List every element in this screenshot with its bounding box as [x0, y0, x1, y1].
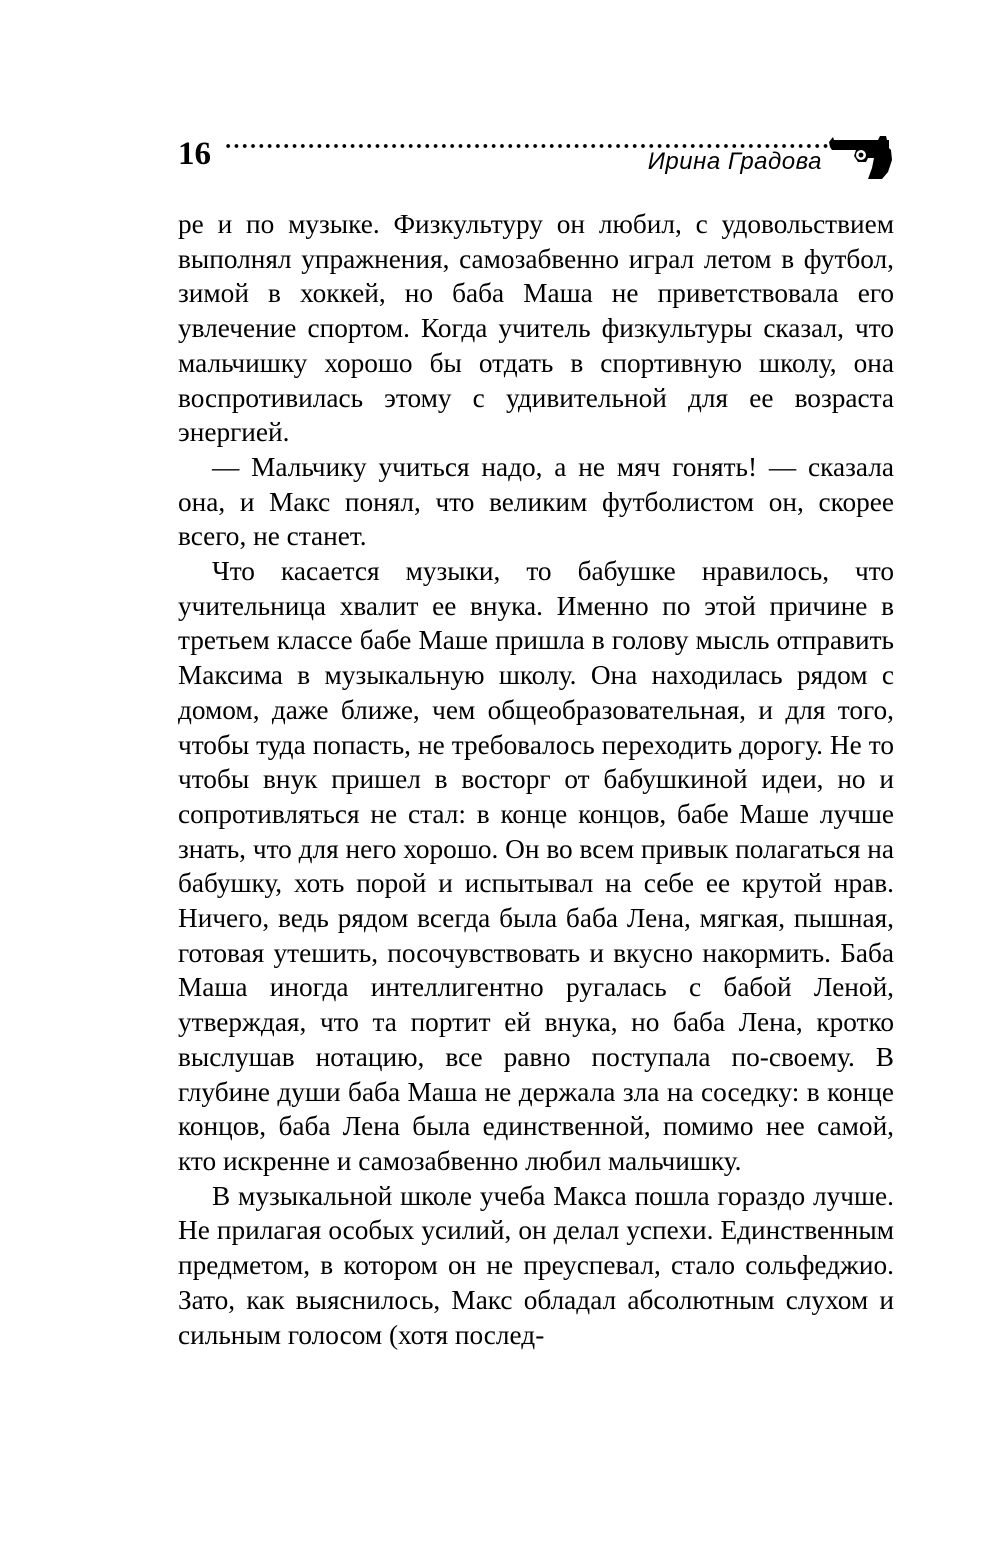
paragraph-1: ре и по музыке. Физкультуру он любил, с удовольствием выполнял упражнения, самозабвенно играл летом в футбол, зимой в хоккей, но баба Маша не приветствовала его увлечение спортом. Когда учитель физкультуры сказал, что мальчишку хорошо бы отдать в спортивную школу, она воспротивилась этому с удивительной для ее возраста энергией. — [178, 209, 894, 448]
running-head-author: Ирина Градова — [647, 148, 822, 175]
revolver-icon — [828, 132, 894, 180]
paragraph-4: В музыкальной школе учеба Макса пошла гораздо лучше. Не прилагая особых усилий, он делал успехи. Единственным предметом, в котором он не преуспевал, стало сольфеджио. Зато, как выяснилось, Макс обладал абсолютным слухом и сильным голосом (хотя послед- — [178, 1180, 894, 1350]
body-text — [178, 207, 894, 1352]
running-header — [178, 132, 894, 184]
page-number: 16 — [178, 136, 211, 172]
paragraph-3: Что касается музыки, то бабушке нравилось, что учительница хвалит ее внука. Именно по этой причине в третьем классе бабе Маше пришла в голову мысль отправить Максима в музыкальную школу. Она находилась рядом с домом, даже ближе, чем общеобразовательная, и для того, чтобы туда попасть, не требовалось переходить дорогу. Не то чтобы внук пришел в восторг от бабушкиной идеи, но и сопротивляться не стал: в конце концов, бабе Маше лучше знать, что для него хорошо. Он во всем привык полагаться на бабушку, хоть порой и испытывал на себе ее крутой нрав. Ничего, ведь рядом всегда была баба Лена, мягкая, пышная, готовая утешить, посочувствовать и вкусно накормить. Баба Маша иногда интеллигентно ругалась с бабой Леной, утверждая, что та портит ей внука, но баба Лена, кротко выслушав нотацию, все равно поступала по-своему. В глубине души баба Маша не держала зла на соседку: в конце концов, баба Лена была единственной, помимо нее самой, кто искренне и самозабвенно любил мальчишку. — [178, 556, 894, 1176]
paragraph-2: — Мальчику учиться надо, а не мяч гонять! — сказала она, и Макс понял, что великим футболистом он, скорее всего, не станет. — [178, 451, 894, 552]
